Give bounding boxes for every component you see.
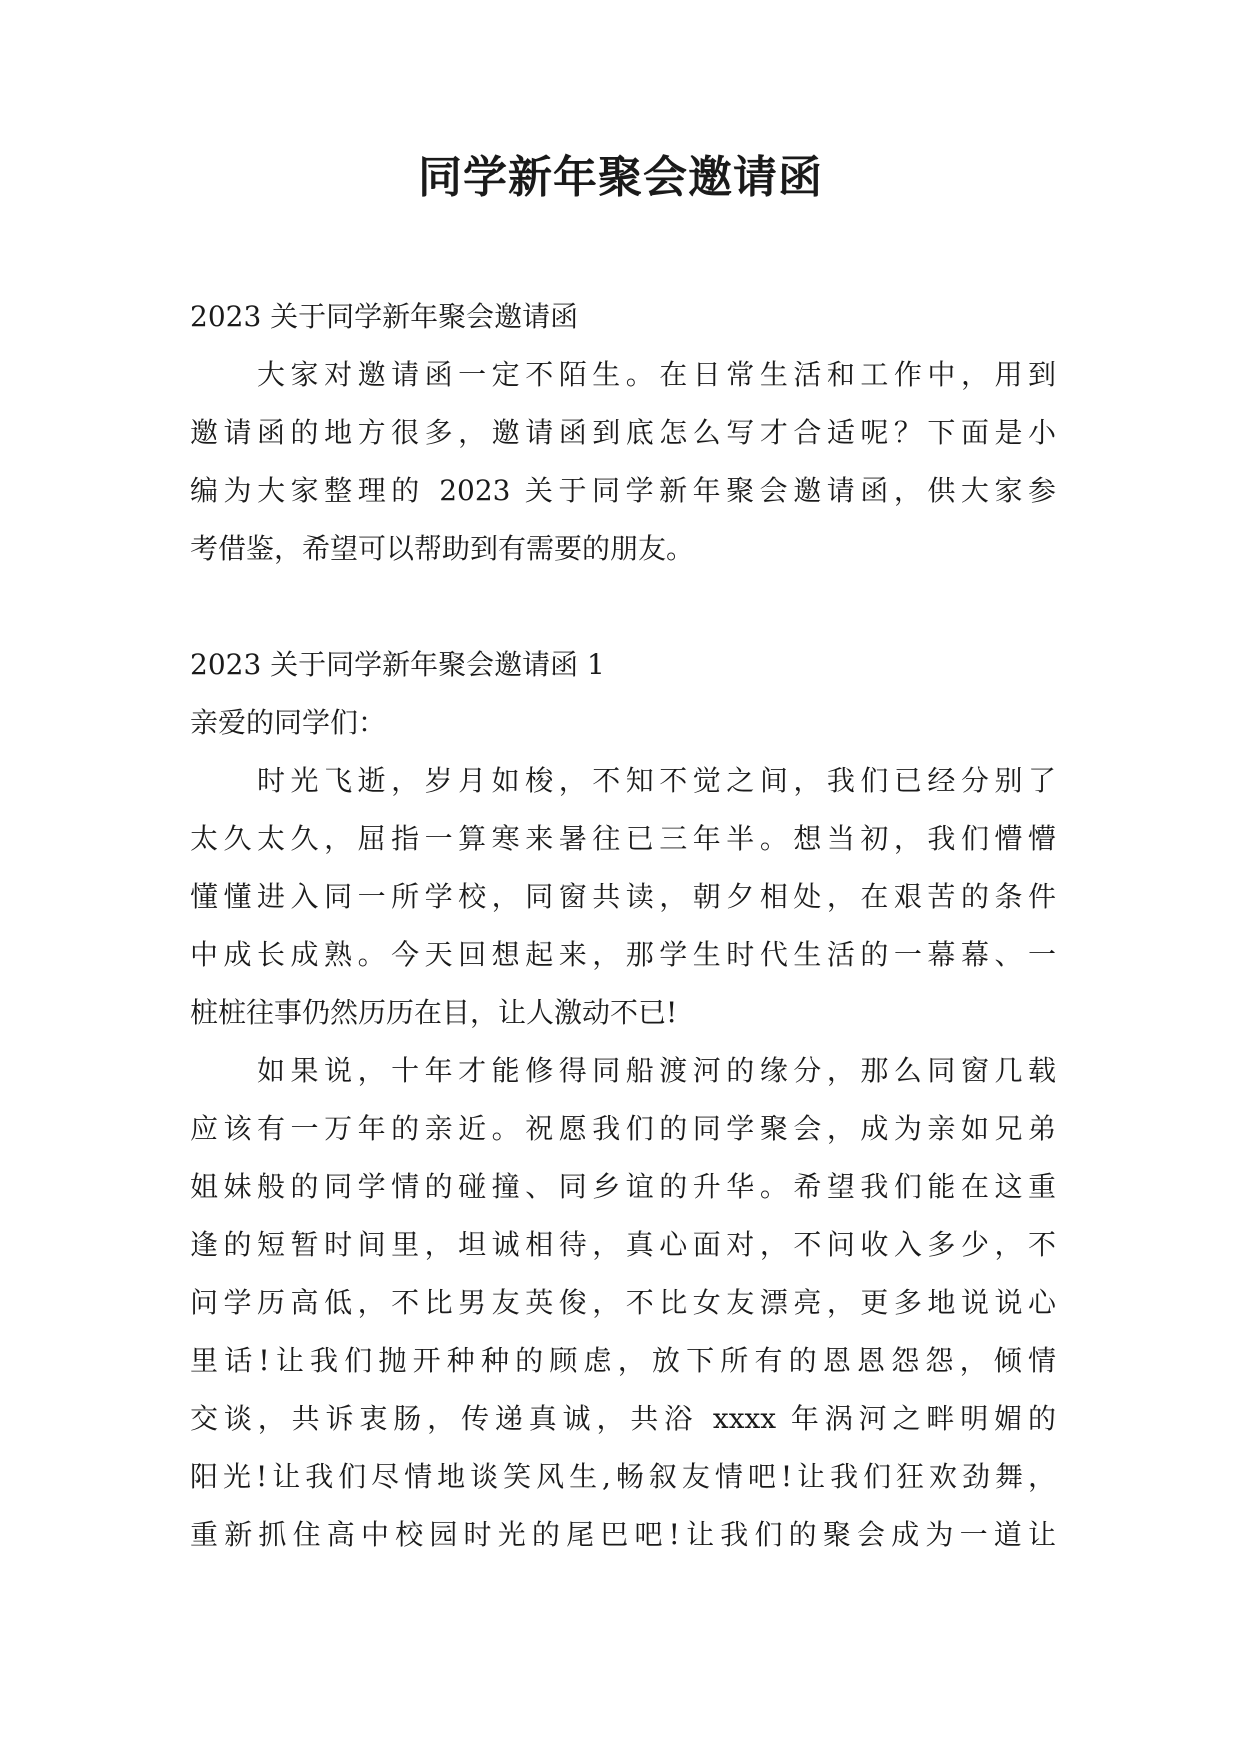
text-line: 编为大家整理的 2023 关于同学新年聚会邀请函，供大家参 xyxy=(190,474,1056,507)
text-line: 重新抓住高中校园时光的尾巴吧!让我们的聚会成为一道让 xyxy=(190,1518,1056,1551)
text-line: 邀请函的地方很多，邀请函到底怎么写才合适呢？下面是小 xyxy=(190,416,1056,449)
text-line: 2023 关于同学新年聚会邀请函 xyxy=(190,300,579,333)
text-line: 考借鉴，希望可以帮助到有需要的朋友。 xyxy=(190,532,695,565)
text-line: 太久太久，屈指一算寒来暑往已三年半。想当初，我们懵懵 xyxy=(190,822,1056,855)
text-line: 懂懂进入同一所学校，同窗共读，朝夕相处，在艰苦的条件 xyxy=(190,880,1056,913)
text-line: 大家对邀请函一定不陌生。在日常生活和工作中，用到 xyxy=(190,358,1056,391)
text-line: 中成长成熟。今天回想起来，那学生时代生活的一幕幕、一 xyxy=(190,938,1056,971)
text-line: 阳光!让我们尽情地谈笑风生,畅叙友情吧!让我们狂欢劲舞， xyxy=(190,1460,1056,1493)
text-line: 时光飞逝，岁月如梭，不知不觉之间，我们已经分别了 xyxy=(190,764,1056,797)
text-line: 桩桩往事仍然历历在目，让人激动不已! xyxy=(190,996,678,1029)
text-line: 交谈，共诉衷肠，传递真诚，共浴 xxxx 年涡河之畔明媚的 xyxy=(190,1402,1056,1435)
blank-line xyxy=(190,578,1056,636)
text-line: 问学历高低，不比男友英俊，不比女友漂亮，更多地说说心 xyxy=(190,1286,1056,1319)
document-body xyxy=(190,288,1056,1564)
text-line: 如果说，十年才能修得同船渡河的缘分，那么同窗几载 xyxy=(190,1054,1056,1087)
document-title: 同学新年聚会邀请函 xyxy=(418,152,823,203)
text-line: 逢的短暂时间里，坦诚相待，真心面对，不问收入多少，不 xyxy=(190,1228,1056,1261)
text-line: 2023 关于同学新年聚会邀请函 1 xyxy=(190,648,605,681)
text-line: 亲爱的同学们： xyxy=(190,706,387,739)
text-line: 应该有一万年的亲近。祝愿我们的同学聚会，成为亲如兄弟 xyxy=(190,1112,1056,1145)
text-line: 姐妹般的同学情的碰撞、同乡谊的升华。希望我们能在这重 xyxy=(190,1170,1056,1203)
text-line: 里话!让我们抛开种种的顾虑，放下所有的恩恩怨怨，倾情 xyxy=(190,1344,1056,1377)
